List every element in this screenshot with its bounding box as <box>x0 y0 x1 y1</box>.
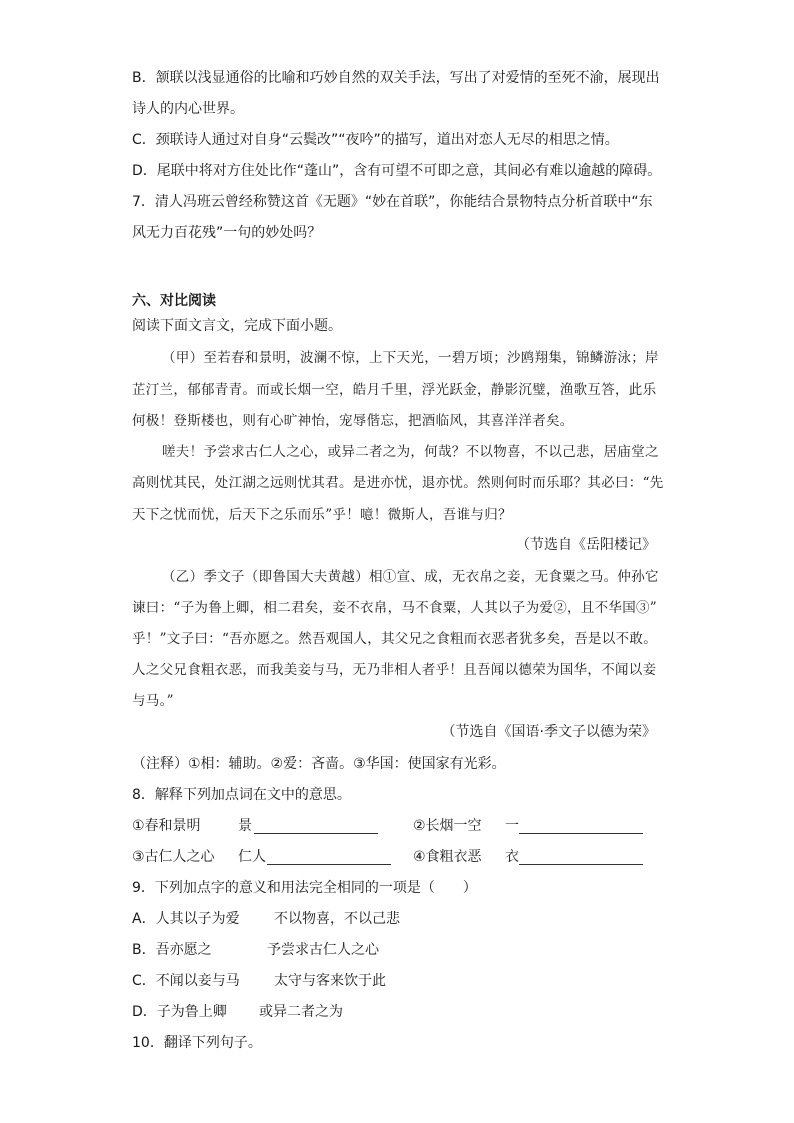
passage-b-line: 与马。” <box>132 693 174 709</box>
q9-option-right: 太守与客来饮于此 <box>274 973 386 989</box>
section-heading: 六、对比阅读 <box>132 293 216 309</box>
passage-b-line: 谏曰：“子为鲁上卿，相二君矣，妾不衣帛，马不食粟，人其以子为爱②，且不华国③” <box>132 600 658 616</box>
q8-answer-blank[interactable] <box>254 819 378 834</box>
q9-option-left: C．不闻以妾与马 <box>132 973 240 989</box>
passage-a-line: 芷汀兰，郁郁青青。而或长烟一空，皓月千里，浮光跃金，静影沉璧，渔歌互答，此乐 <box>132 382 657 398</box>
passage-a-line: 嗟夫！予尝求古仁人之心，或异二者之为，何哉？不以物喜，不以己悲，居庙堂之 <box>162 444 659 460</box>
annotation-notes: （注释）①相：辅助。②爱：吝啬。③华国：使国家有光彩。 <box>132 756 506 772</box>
q9-option-right: 不以物喜，不以己悲 <box>274 911 400 927</box>
q8-stem: 8．解释下列加点词在文中的意思。 <box>132 787 351 803</box>
passage-a-line: （甲）至若春和景明，波澜不惊，上下天光，一碧万顷；沙鸥翔集，锦鳞游泳；岸 <box>162 350 659 366</box>
q8-word: 景 <box>238 818 252 834</box>
passage-b-line: 乎！”文子曰：“吾亦愿之。然吾观国人，其父兄之食粗而衣恶者犹多矣，吾是以不敢。 <box>132 631 658 647</box>
q8-answer-blank[interactable] <box>519 850 643 865</box>
q8-word: 一 <box>505 818 519 834</box>
q9-option-left: A．人其以子为爱 <box>132 911 240 927</box>
q7-line1: 7．清人冯班云曾经称赞这首《无题》“妙在首联”，你能结合景物特点分析首联中“东 <box>132 194 653 210</box>
passage-b-line: （乙）季文子（即鲁国大夫黄越）相①宣、成，无衣帛之妾，无食粟之马。仲孙它 <box>162 569 659 585</box>
q8-phrase: ②长烟一空 <box>413 818 482 834</box>
q6-option-d: D．尾联中将对方住处比作“蓬山”，含有可望不可即之意，其间必有难以逾越的障碍。 <box>132 163 662 179</box>
q10-stem: 10．翻译下列句子。 <box>132 1035 262 1051</box>
passage-b-source: （节选自《国语·季文子以德为荣》 <box>441 724 656 740</box>
passage-a-line: 何极！登斯楼也，则有心旷神怡，宠辱偕忘，把酒临风，其喜洋洋者矣。 <box>132 413 574 429</box>
passage-a-line: 天下之忧而忧，后天下之乐而乐”乎！噫！微斯人，吾谁与归？ <box>132 507 512 523</box>
q7-line2: 风无力百花残”一句的妙处吗？ <box>132 225 322 241</box>
q9-stem: 9．下列加点字的意义和用法完全相同的一项是（ ） <box>132 880 477 896</box>
passage-b-line: 人之父兄食粗衣恶，而我美妾与马，无乃非相人者乎！且吾闻以德荣为国华，不闻以妾 <box>132 662 657 678</box>
q8-word: 仁人 <box>238 849 266 865</box>
q8-phrase: ①春和景明 <box>132 818 201 834</box>
q8-answer-blank[interactable] <box>519 819 643 834</box>
q6-option-b-line2: 诗人的内心世界。 <box>132 101 244 117</box>
q8-phrase: ③古仁人之心 <box>132 849 215 865</box>
q6-option-b-line1: B．颔联以浅显通俗的比喻和巧妙自然的双关手法，写出了对爱情的至死不渝，展现出 <box>132 70 660 86</box>
q9-option-right: 予尝求古仁人之心 <box>267 942 379 958</box>
q8-phrase: ④食粗衣恶 <box>413 849 482 865</box>
q8-answer-blank[interactable] <box>267 850 391 865</box>
q9-option-right: 或异二者之为 <box>259 1004 343 1020</box>
q8-word: 衣 <box>505 849 519 865</box>
q6-option-c: C．颈联诗人通过对自身“云鬓改”“夜吟”的描写，道出对恋人无尽的相思之情。 <box>132 132 619 148</box>
passage-a-line: 高则忧其民，处江湖之远则忧其君。是进亦忧，退亦忧。然则何时而乐耶？其必曰：“先 <box>132 475 664 491</box>
q9-option-left: D．子为鲁上卿 <box>132 1004 227 1020</box>
q9-option-left: B．吾亦愿之 <box>132 942 212 958</box>
passage-a-source: （节选自《岳阳楼记》 <box>516 537 656 553</box>
section-instruction: 阅读下面文言文，完成下面小题。 <box>132 318 342 334</box>
